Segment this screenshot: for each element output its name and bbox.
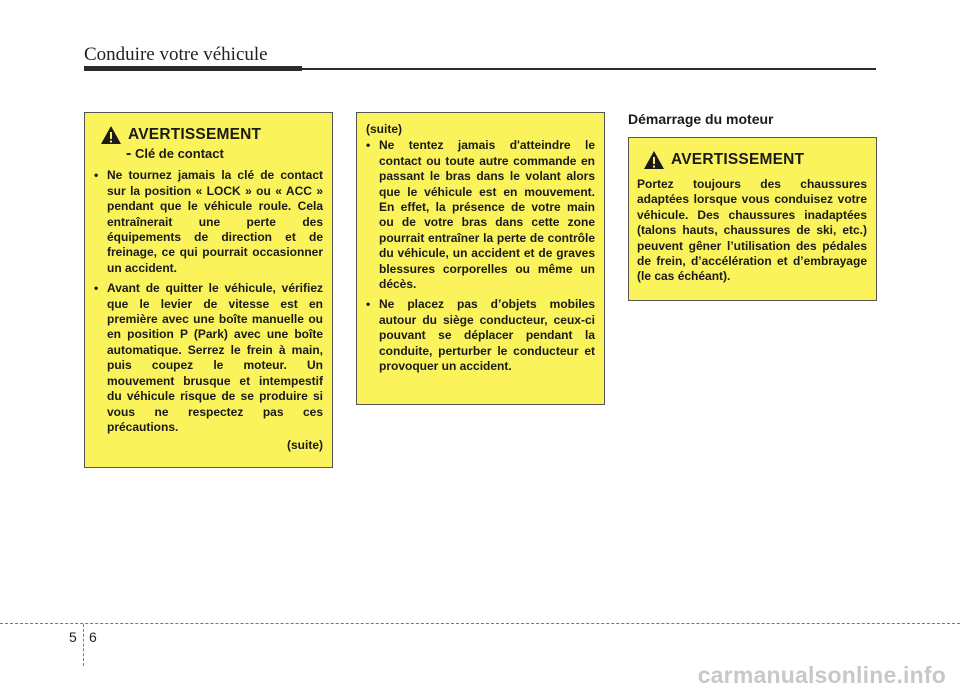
warning-subtitle: [94, 146, 323, 161]
bullet-item: • Ne placez pas d’objets mobiles autour du siège conducteur, ceux-ci pouvant se déplacer pendant la conduite, perturber le conducteur et provoquer un accident.: [366, 297, 595, 374]
footer-divider: [83, 624, 84, 666]
continued-label: (suite): [287, 438, 323, 453]
warning-triangle-icon: [643, 150, 665, 170]
header-rule-thin: [302, 68, 876, 70]
bullet-item: • Ne tournez jamais la clé de contact sur la position « LOCK » ou « ACC » pendant que le véhicule roule. Cela entraînerait une perte des équipements de direction et de freinage, ce qui pourrait occasionner un accident.: [94, 168, 323, 276]
subtitle-text: Clé de contact: [134, 146, 224, 161]
warning-header: [94, 125, 323, 145]
footer-rule: [0, 623, 960, 624]
warning-bullet-list: [366, 138, 595, 374]
warning-box-shoes: [628, 137, 877, 301]
warning-title: AVERTISSEMENT: [671, 151, 805, 169]
warning-box-ignition-key: [84, 112, 333, 468]
continued-label: (suite): [366, 122, 402, 136]
warning-triangle-icon: [100, 125, 122, 145]
bullet-item: • Avant de quitter le véhicule, vérifiez que le levier de vitesse est en première avec une boîte manuelle ou en position P (Park) avec une boîte automatique. Serrez le frein à main, puis coupez le moteur. Un mouvement brusque et intempestif du véhicule risque de se produire si vous ne respectez pas ces précautions.: [94, 281, 323, 435]
warning-header: [637, 150, 867, 170]
chapter-number: 5: [69, 629, 77, 645]
bullet-item: • Ne tentez jamais d'atteindre le contact ou toute autre commande en passant le bras dans le volant alors que le véhicule est en mouvement. En effet, la présence de votre main ou de votre bras dans cette zone pourrait entraîner la perte de contrôle du véhicule, un accident et de graves blessures corporelles ou même un décès.: [366, 138, 595, 292]
page-header-title: Conduire votre véhicule: [84, 44, 268, 65]
subtitle-dash: -: [126, 145, 132, 162]
warning-title: AVERTISSEMENT: [128, 126, 262, 144]
page-number: 6: [89, 629, 97, 645]
warning-bullet-list: [94, 168, 323, 435]
warning-text: Portez toujours des chaussures adaptées lorsque vous conduisez votre véhicule. Des chaussures inadaptées (talons hauts, chaussures de ski, etc.) peuvent gêner l’utilisation des pédales de frein, d’accélération et d’embrayage (le cas échéant).: [637, 177, 867, 284]
header-rule-thick: [84, 66, 302, 71]
warning-box-continued: [356, 112, 605, 405]
watermark: carmanualsonline.info: [697, 662, 946, 688]
section-heading: Démarrage du moteur: [628, 111, 774, 127]
